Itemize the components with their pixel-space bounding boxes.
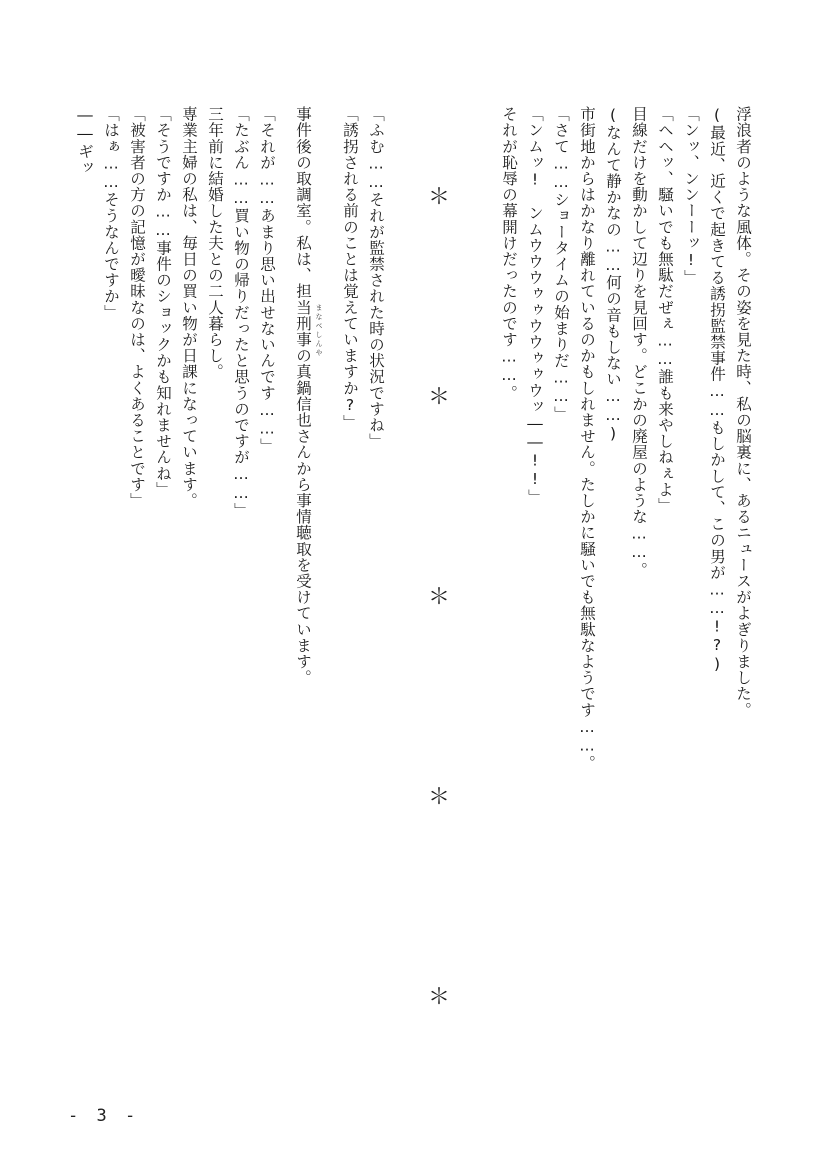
text-line: 浮浪者のような風体。その姿を見た時、私の脳裏に、あるニュースがよぎりました。 [734,106,752,718]
text-line: 「はぁ……そうなんですか」 [102,106,120,321]
text-line: 専業主婦の私は、毎日の買い物が日課になっています。 [180,106,198,509]
text-line: (なんて静かなの……何の音もしない……) [604,106,622,443]
scene-break-mark: ＊ [428,985,451,1010]
text-line: 「ふむ……それが監禁された時の状況ですね」 [367,106,385,450]
scene-break-mark: ＊ [428,185,451,210]
text-line: 三年前に結婚した夫との二人暮らし。 [206,106,224,380]
text-line: 事件後の取調室。私は、担当刑事の真鍋信也さんから事情聴取を受けています。 [294,106,312,686]
text-line: 市街地からはかなり離れているのかもしれません。たしかに騒いでも無駄なようです……。 [578,106,596,772]
text-line: ――ギッ [76,106,94,176]
text-line: 「そうですか……事件のショックかも知れませんね」 [154,106,172,498]
scene-break-mark: ＊ [428,585,451,610]
scene-break-mark: ＊ [428,385,451,410]
text-line: 「被害者の方の記憶が曖昧なのは、よくあることです」 [128,106,146,509]
text-line: 「さて……ショータイムの始まりだ……」 [552,106,570,422]
scene-break-mark: ＊ [428,785,451,810]
text-line: 「それが……あまり思い出せないんです……」 [258,106,276,455]
text-line: 目線だけを動かして辺りを見回す。どこかの廃屋のような……。 [630,106,648,578]
text-line: (最近、近くで起きてる誘拐監禁事件……もしかして、この男が……!?) [708,106,726,674]
text-line: 「ンムッ! ンムウウウゥゥウウゥゥウッ――!!」 [526,106,544,505]
page-number: - 3 - [68,1106,140,1126]
furigana-ruby: まなべしんや [315,304,323,358]
text-line: 「たぶん……買い物の帰りだったと思うのですが……」 [232,106,250,519]
text-line: 「ンッ、ンンーーッ!」 [682,106,700,286]
text-line: 「ヘヘッ、騒いでも無駄だぜぇ……誰も来やしねぇよ」 [656,106,674,514]
text-line: それが恥辱の幕開けだったのです……。 [500,106,518,401]
text-line: 「誘拐される前のことは覚えていますか?」 [341,106,359,431]
